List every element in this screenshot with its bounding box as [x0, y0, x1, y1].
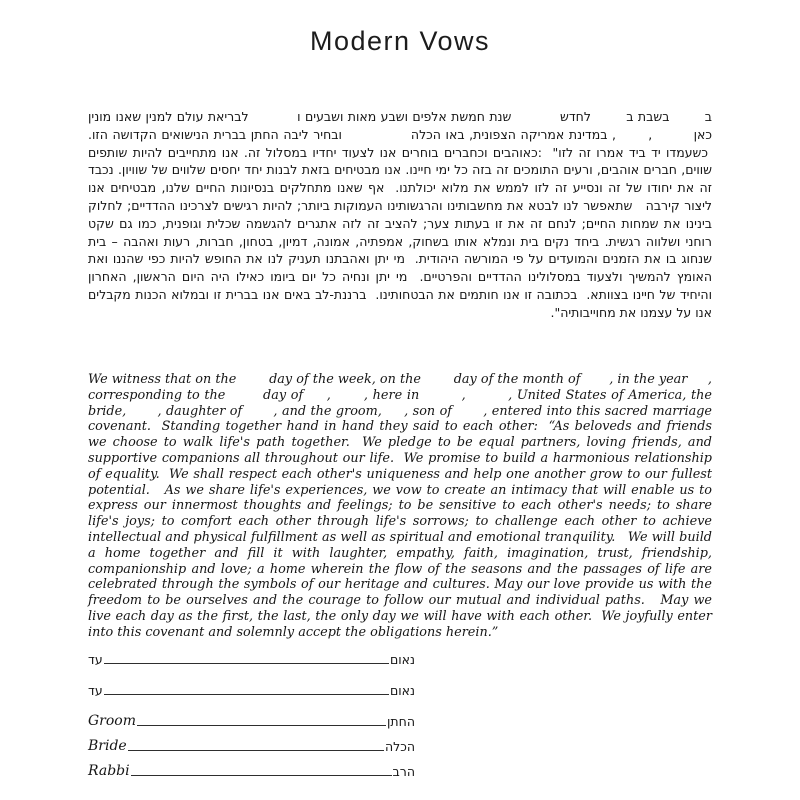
page-title: Modern Vows: [309, 26, 491, 56]
rabbi-hebrew-label: הרב: [392, 764, 415, 779]
witness-2-ed-label: עד: [88, 683, 103, 698]
signature-row-witness-2: [88, 683, 415, 698]
groom-signature-line: [137, 724, 386, 726]
bride-label: Bride: [88, 738, 127, 754]
signature-row-witness-1: [88, 652, 415, 667]
english-covenant-paragraph: We witness that on the day of the week, on the day of the month of , in the year , corresponding to the day of , , here in , , United States of America, the bride, , daughter of , and the groom, , son of , entered into this sacred marriage covenant. Standing together hand in hand they said to each other: “As beloveds and friends we choose to walk life's path together. We pledge to be equal partners, loving friends, and supportive companions all throughout our life. We promise to build a harmonious relationship of equality. We shall respect each other's uniqueness and help one another grow to our fullest potential. As we share life's experiences, we vow to create an intimacy that will enable us to express our innermost thoughts and feelings; to be sensitive to each other's needs; to share life's joys; to comfort each other through life's sorrows; to challenge each other to achieve intellectual and physical fulfillment as well as spiritual and emotional tranquility. We will build a home together and fill it with laughter, empathy, faith, imagination, trust, friendship, companionship and love; a home wherein the flow of the seasons and the passages of life are celebrated through the symbols of our heritage and cultures. May our love provide us with the freedom to be ourselves and the courage to follow our mutual and individual paths. May we live each day as the first, the last, the only day we will have with each other. We joyfully enter into this covenant and solemnly accept the obligations herein.”: [88, 372, 712, 640]
witness-1-neum-label: נאום: [389, 652, 415, 667]
witness-1-ed-label: עד: [88, 652, 103, 667]
groom-hebrew-label: החתן: [387, 714, 415, 729]
witness-1-signature-line: [104, 662, 389, 664]
witness-2-signature-line: [104, 693, 389, 695]
signature-block: [88, 652, 415, 779]
signature-row-bride: [88, 739, 415, 754]
rabbi-label: Rabbi: [88, 763, 130, 779]
hebrew-covenant-paragraph: ב בשבת ב לחדש שנת חמשת אלפים ושבע מאות ושבעים ו לבריאת עולם למנין שאנו מונין כאן , , במדינת אמריקה הצפונית, באו הכלה ובחיר ליבה החתן בברית הנישואים הקדושה הזו. כשעמדו יד ביד אמרו זה לזו" :כאוהבים וכחברים בוחרים אנו לצעוד יחדיו במסלול זה. אנו מתחייבים להיות שותפים שווים, חברים אוהבים, ורעים התומכים זה בזה כל ימי חיינו. אנו מבטיחים בזאת לבנות יחד יחסים שלווים של שוויון. נכבד זה את יחודו של זה ונסייע זה לזו לממש את מלוא יכולתנו. אף שאנו מתחלקים בנסיונות החיים שלנו, מבטיחים אנו ליצור קירבה שתאפשר לנו לבטא את מחשבותינו והרגשותינו העמוקות ביותר; להיות רגישים לצרכינו ההדדיים; לחלוק בינינו את שמחות החיים; לנחם זה את זו בעתות צער; להציב זה לזה אתגרים להגשמה שכלית וגופנית, כמו גם שקט רוחני ושלווה רגשית. ביחד נקים בית ונמלא אותו בשחוק, אמפתיה, אמונה, דמיון, בטחון, חברות, רעות ואהבה – בית שנחוג בו את הזמנים והמועדים על פי המורשה היהודית. מי יתן ואהבתנו תעניק לנו את החופש להיות כפי שהננו ואת האומץ להמשיך ולצעוד במסלולינו ההדדיים והפרטיים. מי יתן ונחיה כל יום ביומו כאילו היה היום הראשון, האחרון והיחיד של חיינו בצוותא. בכתובה זו אנו חותמים את הבטחותינו. ברננת-לב באים אנו בברית זו ובמלוא הכנות מקבלים אנו על עצמנו את מחוייבותיה".: [88, 109, 712, 320]
bride-hebrew-label: הכלה: [384, 739, 415, 754]
signature-row-groom: [88, 714, 415, 729]
rabbi-signature-line: [131, 774, 392, 776]
signature-row-rabbi: [88, 764, 415, 779]
bride-signature-line: [128, 749, 384, 751]
witness-2-neum-label: נאום: [389, 683, 415, 698]
groom-label: Groom: [88, 713, 137, 729]
